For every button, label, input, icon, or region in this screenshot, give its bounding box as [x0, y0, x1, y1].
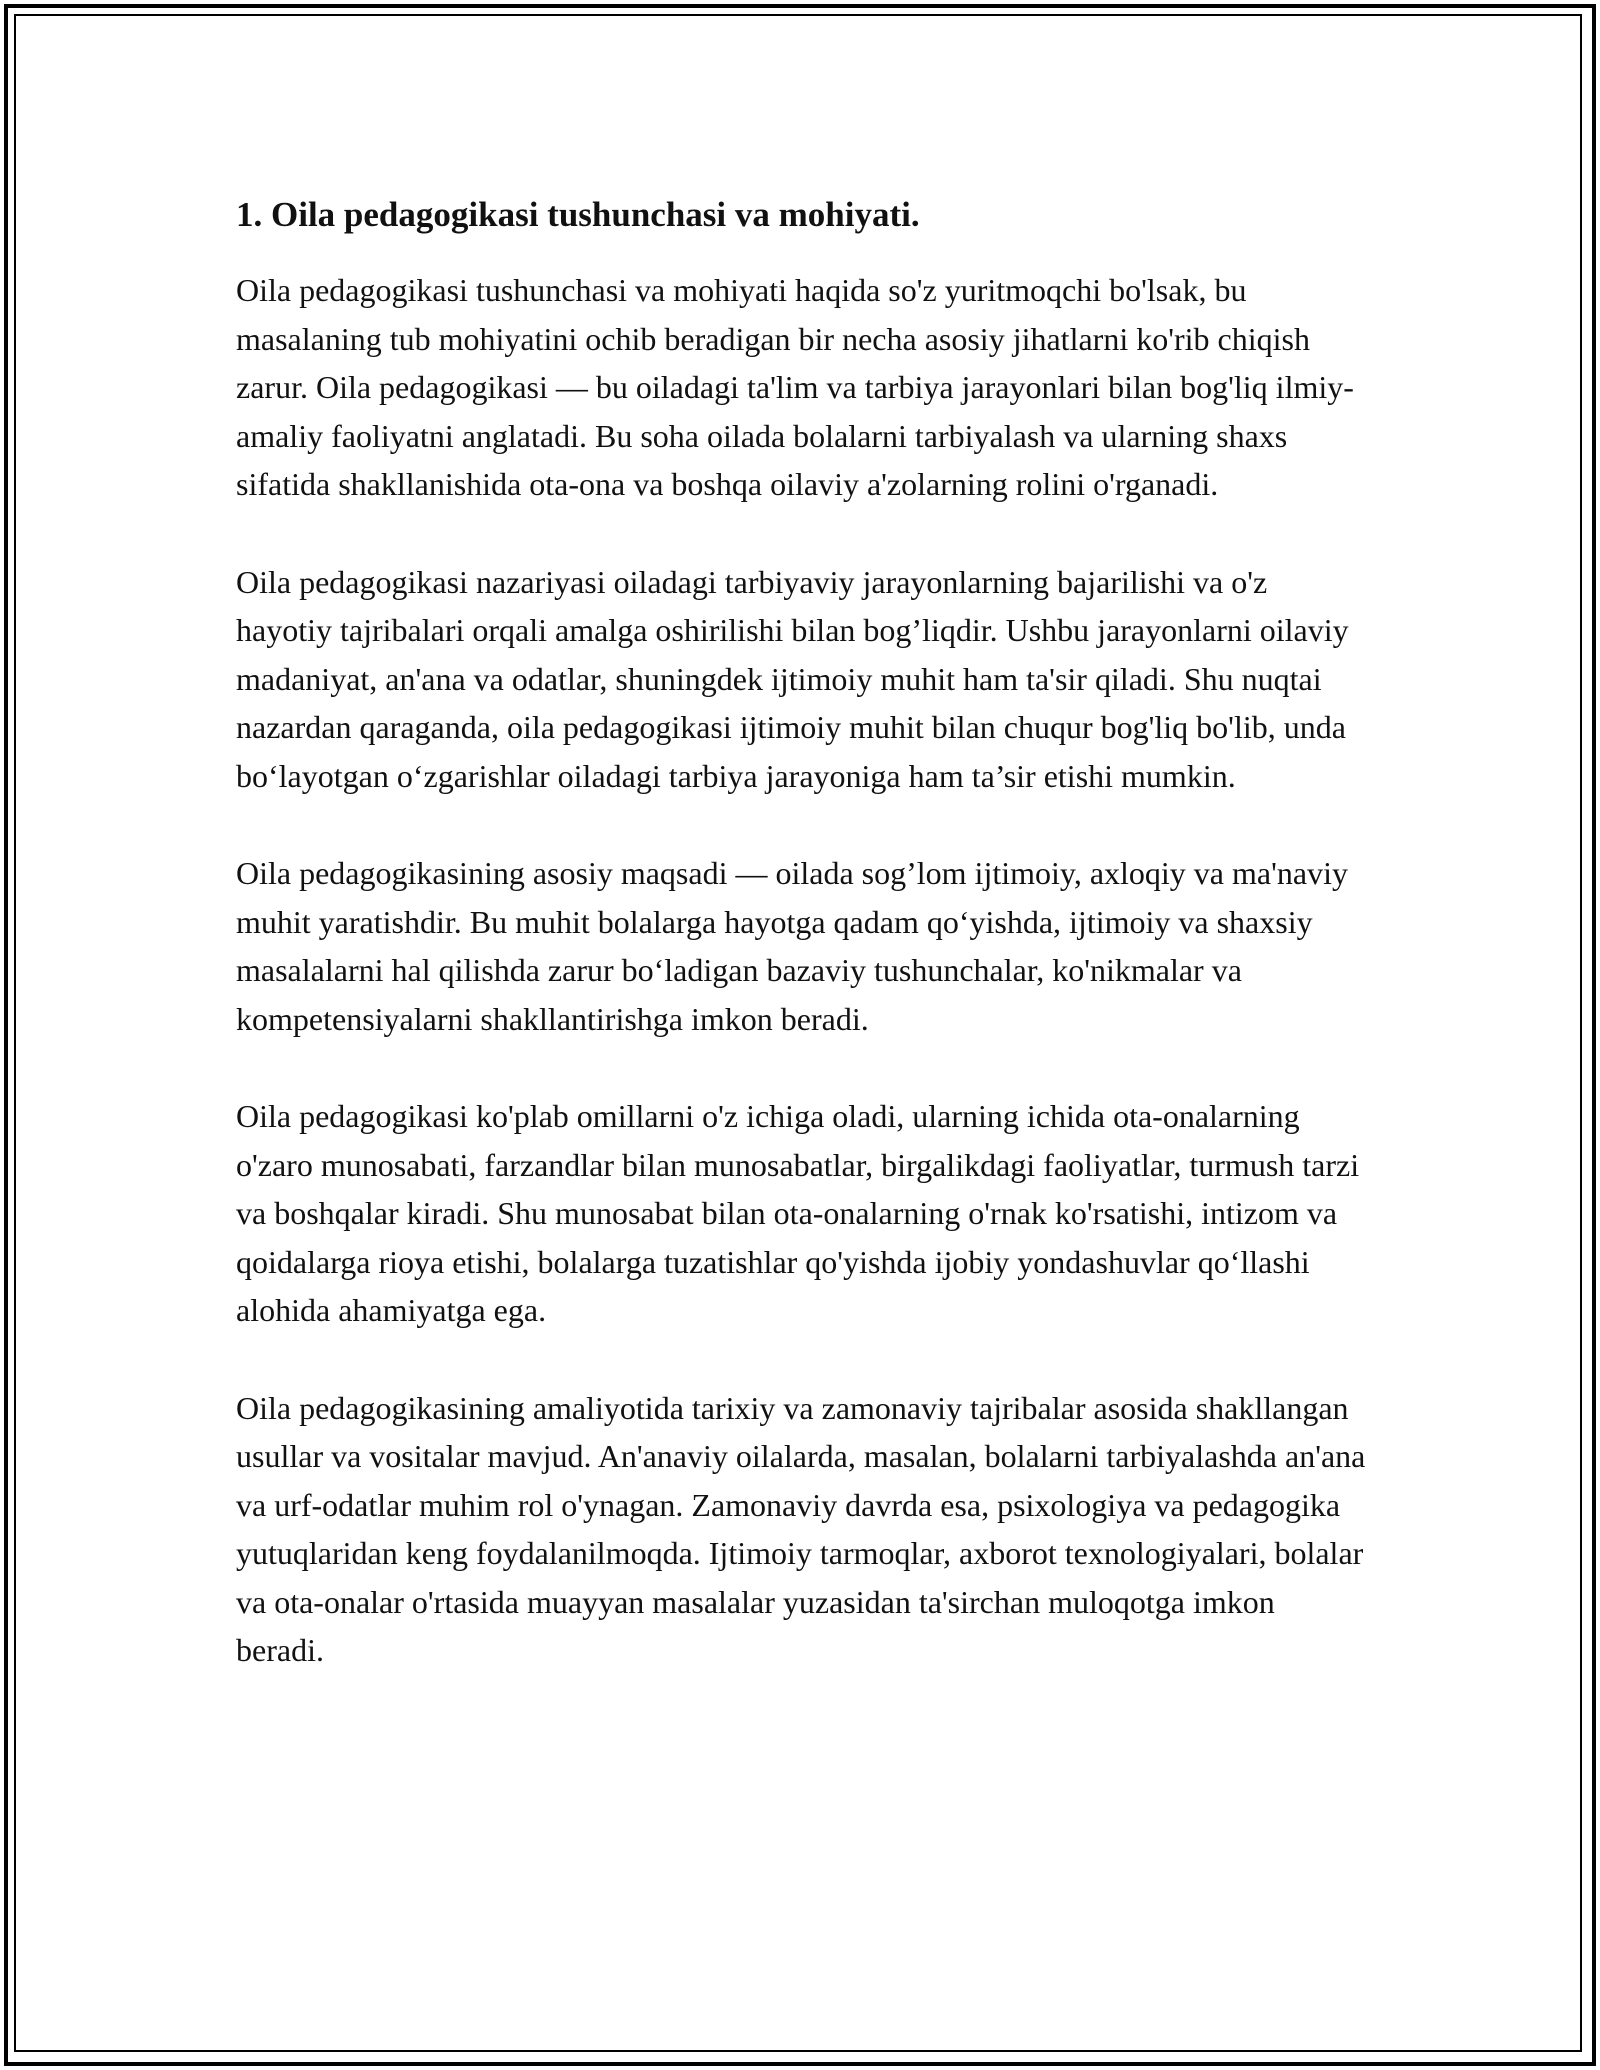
- document-body: [236, 188, 1366, 1724]
- paragraph-theory: Oila pedagogikasi nazariyasi oiladagi tarbiyaviy jarayonlarning bajarilishi va o'z hayotiy tajribalari orqali amalga oshirilishi bilan bog’liqdir. Ushbu jarayonlarni oilaviy madaniyat, an'ana va odatlar, shuningdek ijtimoiy muhit ham ta'sir qiladi. Shu nuqtai nazardan qaraganda, oila pedagogikasi ijtimoiy muhit bilan chuqur bog'liq bo'lib, unda bo‘layotgan o‘zgarishlar oiladagi tarbiya jarayoniga ham ta’sir etishi mumkin.: [236, 563, 1349, 794]
- paragraph-definition: Oila pedagogikasi tushunchasi va mohiyati haqida so'z yuritmoqchi bo'lsak, bu masalaning tub mohiyatini ochib beradigan bir necha asosiy jihatlarni ko'rib chiqish zarur. Oila pedagogikasi — bu oiladagi ta'lim va tarbiya jarayonlari bilan bog'liq ilmiy-amaliy faoliyatni anglatadi. Bu soha oilada bolalarni tarbiyalash va ularning shaxs sifatida shakllanishida ota-ona va boshqa oilaviy a'zolarning rolini o'rganadi.: [236, 272, 1354, 502]
- paragraph-practice: Oila pedagogikasining amaliyotida tarixiy va zamonaviy tajribalar asosida shakllangan usullar va vositalar mavjud. An'anaviy oilalarda, masalan, bolalarni tarbiyalashda an'ana va urf-odatlar muhim rol o'ynagan. Zamonaviy davrda esa, psixologiya va pedagogika yutuqlaridan keng foydalanilmoqda. Ijtimoiy tarmoqlar, axborot texnologiyalari, bolalar va ota-onalar o'rtasida muayyan masalalar yuzasidan ta'sirchan muloqotga imkon beradi.: [236, 1389, 1366, 1668]
- paragraph-factors: Oila pedagogikasi ko'plab omillarni o'z ichiga oladi, ularning ichida ota-onalarning o'zaro munosabati, farzandlar bilan munosabatlar, birgalikdagi faoliyatlar, turmush tarzi va boshqalar kiradi. Shu munosabat bilan ota-onalarning o'rnak ko'rsatishi, intizom va qoidalarga rioya etishi, bolalarga tuzatishlar qo'yishda ijobiy yondashuvlar qo‘llashi alohida ahamiyatga ega.: [236, 1098, 1360, 1328]
- paragraph-main-goal: Oila pedagogikasining asosiy maqsadi — oilada sog’lom ijtimoiy, axloqiy va ma'naviy muhit yaratishdir. Bu muhit bolalarga hayotga qadam qo‘yishda, ijtimoiy va shaxsiy masalalarni hal qilishda zarur bo‘ladigan bazaviy tushunchalar, ko'nikmalar va kompetensiyalarni shakllantirishga imkon beradi.: [236, 855, 1348, 1037]
- section-heading: 1. Oila pedagogikasi tushunchasi va mohiyati.: [236, 195, 920, 234]
